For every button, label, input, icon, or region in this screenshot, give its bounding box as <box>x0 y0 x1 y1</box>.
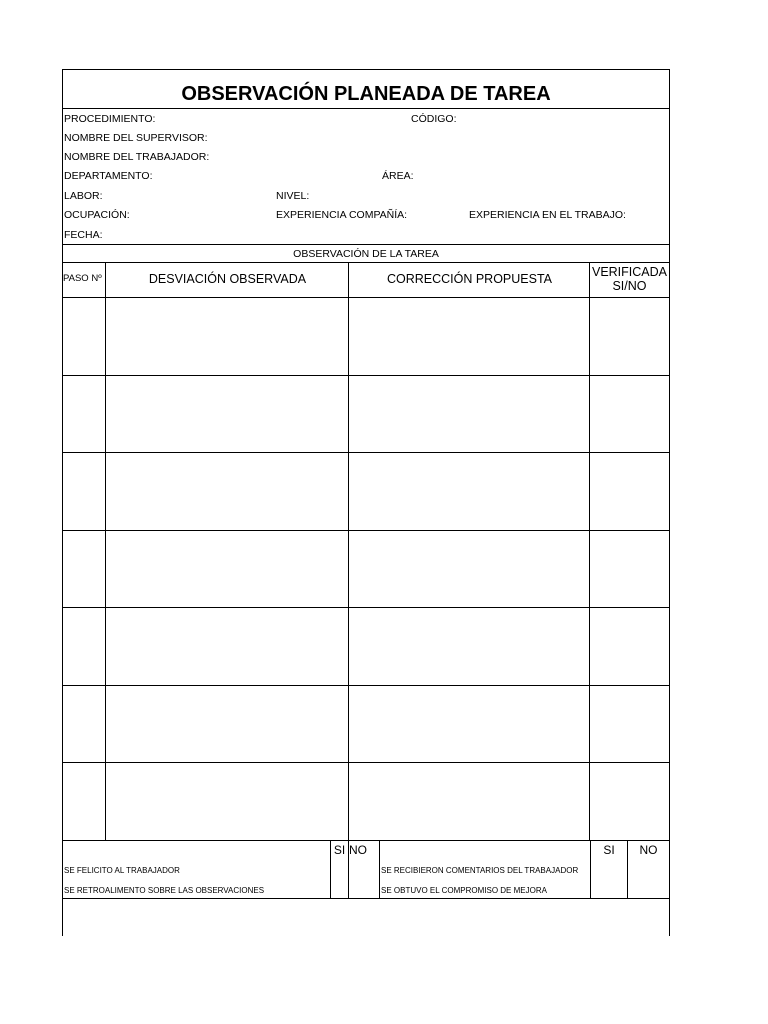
field-departamento[interactable]: DEPARTAMENTO: <box>64 170 153 182</box>
header-paso: PASO Nº <box>63 273 102 284</box>
field-ocupacion[interactable]: OCUPACIÓN: <box>64 209 130 221</box>
header-desviacion: DESVIACIÓN OBSERVADA <box>148 272 307 286</box>
checkbox-comentarios-no[interactable] <box>628 860 669 879</box>
checkbox-retroalimento-si[interactable] <box>331 880 348 899</box>
check-item-felicito: SE FELICITO AL TRABAJADOR <box>64 866 180 875</box>
table-row[interactable] <box>63 763 669 840</box>
field-procedimiento[interactable]: PROCEDIMIENTO: <box>64 113 156 125</box>
section-title: OBSERVACIÓN DE LA TAREA <box>293 248 439 260</box>
comments-area[interactable] <box>63 899 669 936</box>
checkbox-comentarios-si[interactable] <box>591 860 627 879</box>
left-no-label: NO <box>349 843 367 857</box>
fields-divider <box>62 244 670 245</box>
table-bottom <box>62 840 670 841</box>
table-row[interactable] <box>63 686 669 762</box>
checkbox-felicito-no[interactable] <box>349 860 379 879</box>
form-title: OBSERVACIÓN PLANEADA DE TAREA <box>181 83 551 105</box>
field-area[interactable]: ÁREA: <box>382 170 414 182</box>
field-codigo[interactable]: CÓDIGO: <box>411 113 457 125</box>
field-trabajador[interactable]: NOMBRE DEL TRABAJADOR: <box>64 151 210 163</box>
field-nivel[interactable]: NIVEL: <box>276 190 310 202</box>
right-no-label: NO <box>639 843 658 857</box>
field-labor[interactable]: LABOR: <box>64 190 103 202</box>
field-exp-trabajo[interactable]: EXPERIENCIA EN EL TRABAJO: <box>469 209 626 221</box>
title-divider <box>62 108 670 109</box>
check-item-comentarios: SE RECIBIERON COMENTARIOS DEL TRABAJADOR <box>381 866 579 875</box>
field-exp-compania[interactable]: EXPERIENCIA COMPAÑÍA: <box>276 209 408 221</box>
header-verificada: VERIFICADA <box>591 265 667 279</box>
check-line-right-start <box>379 840 380 899</box>
right-si-label: SI <box>603 843 615 857</box>
table-row[interactable] <box>63 608 669 685</box>
field-supervisor[interactable]: NOMBRE DEL SUPERVISOR: <box>64 132 208 144</box>
border-right <box>669 69 670 936</box>
left-si-label: SI <box>333 843 346 857</box>
section-divider <box>62 262 670 263</box>
checkbox-retroalimento-no[interactable] <box>349 880 379 899</box>
checkbox-felicito-si[interactable] <box>331 860 348 879</box>
table-row[interactable] <box>63 376 669 452</box>
header-si-no: SI/NO <box>612 279 647 293</box>
check-item-compromiso: SE OBTUVO EL COMPROMISO DE MEJORA <box>381 886 547 895</box>
check-item-retroalimento: SE RETROALIMENTO SOBRE LAS OBSERVACIONES <box>64 886 265 895</box>
table-row[interactable] <box>63 298 669 375</box>
checkbox-compromiso-si[interactable] <box>591 880 627 899</box>
table-row[interactable] <box>63 531 669 607</box>
field-fecha[interactable]: FECHA: <box>64 229 103 241</box>
header-correccion: CORRECCIÓN PROPUESTA <box>386 272 553 286</box>
checkbox-compromiso-no[interactable] <box>628 880 669 899</box>
border-top <box>62 69 670 70</box>
table-row[interactable] <box>63 453 669 530</box>
